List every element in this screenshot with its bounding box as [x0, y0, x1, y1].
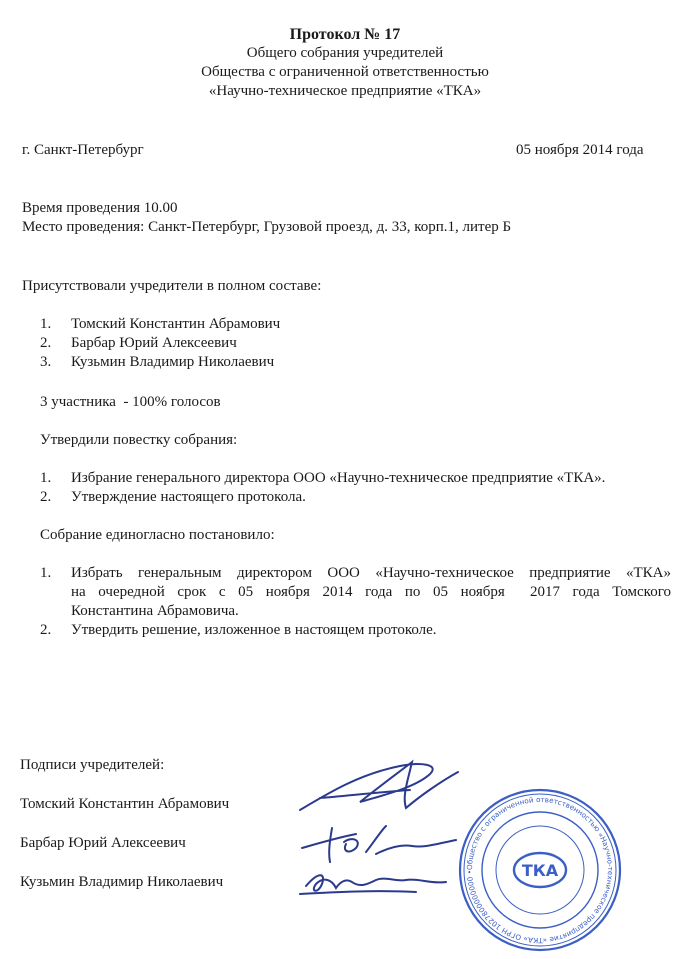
votes-summary: 3 участника - 100% голосов [40, 394, 221, 410]
date: 05 ноября 2014 года [516, 142, 644, 158]
protocol-title: Протокол № 17 [289, 26, 401, 43]
agenda-item-text: Избрание генерального директора ООО «Научно-техническое предприятие «ТКА». [71, 470, 606, 486]
agenda-item-text: Утверждение настоящего протокола. [71, 489, 306, 505]
list-number: 1. [40, 470, 52, 486]
signatory-name: Барбар Юрий Алексеевич [20, 835, 186, 851]
resolution-item-line: Утвердить решение, изложенное в настоящем протоколе. [71, 622, 437, 638]
list-number: 3. [40, 354, 52, 370]
header-line-3: «Научно-техническое предприятие «ТКА» [208, 83, 482, 99]
signatures-heading: Подписи учредителей: [20, 757, 165, 773]
city: г. Санкт-Петербург [22, 142, 144, 158]
signature-1 [290, 752, 470, 822]
list-number: 2. [40, 335, 52, 351]
resolution-item-line: Константина Абрамовича. [71, 603, 239, 619]
stamp-center-text: ТКА [521, 861, 559, 880]
meeting-time: Время проведения 10.00 [22, 200, 178, 216]
founder-name: Кузьмин Владимир Николаевич [71, 354, 275, 370]
resolution-item-line: на очередной срок с 05 ноября 2014 года по 05 ноября 2017 года Томского [71, 584, 671, 600]
company-stamp [451, 778, 625, 955]
signature-2 [296, 818, 466, 868]
resolution-item-line: Избрать генеральным директором ООО «Научно-техническое предприятие «ТКА» [71, 565, 671, 581]
list-number: 1. [40, 565, 52, 581]
meeting-location: Место проведения: Санкт-Петербург, Грузовой проезд, д. 33, корп.1, литер Б [22, 219, 512, 235]
list-number: 2. [40, 489, 52, 505]
founder-name: Барбар Юрий Алексеевич [71, 335, 237, 351]
attendance-intro: Присутствовали учредители в полном составе: [22, 278, 322, 294]
signatory-name: Кузьмин Владимир Николаевич [20, 874, 224, 890]
header-line-1: Общего собрания учредителей [246, 45, 444, 61]
stamp-outer-text: Общество с ограниченной ответственностью «Научно-техническое предприятие «ТКА» ОГРН 1027800000000 • г.Санкт-Петербург • TKA Scientific Instruments • [451, 778, 616, 946]
signatory-name: Томский Константин Абрамович [20, 796, 230, 812]
header-line-2: Общества с ограниченной ответственностью [201, 64, 489, 80]
agenda-heading: Утвердили повестку собрания: [40, 432, 238, 448]
signature-3 [296, 862, 466, 902]
list-number: 2. [40, 622, 52, 638]
list-number: 1. [40, 316, 52, 332]
founder-name: Томский Константин Абрамович [71, 316, 281, 332]
resolution-heading: Собрание единогласно постановило: [40, 527, 275, 543]
